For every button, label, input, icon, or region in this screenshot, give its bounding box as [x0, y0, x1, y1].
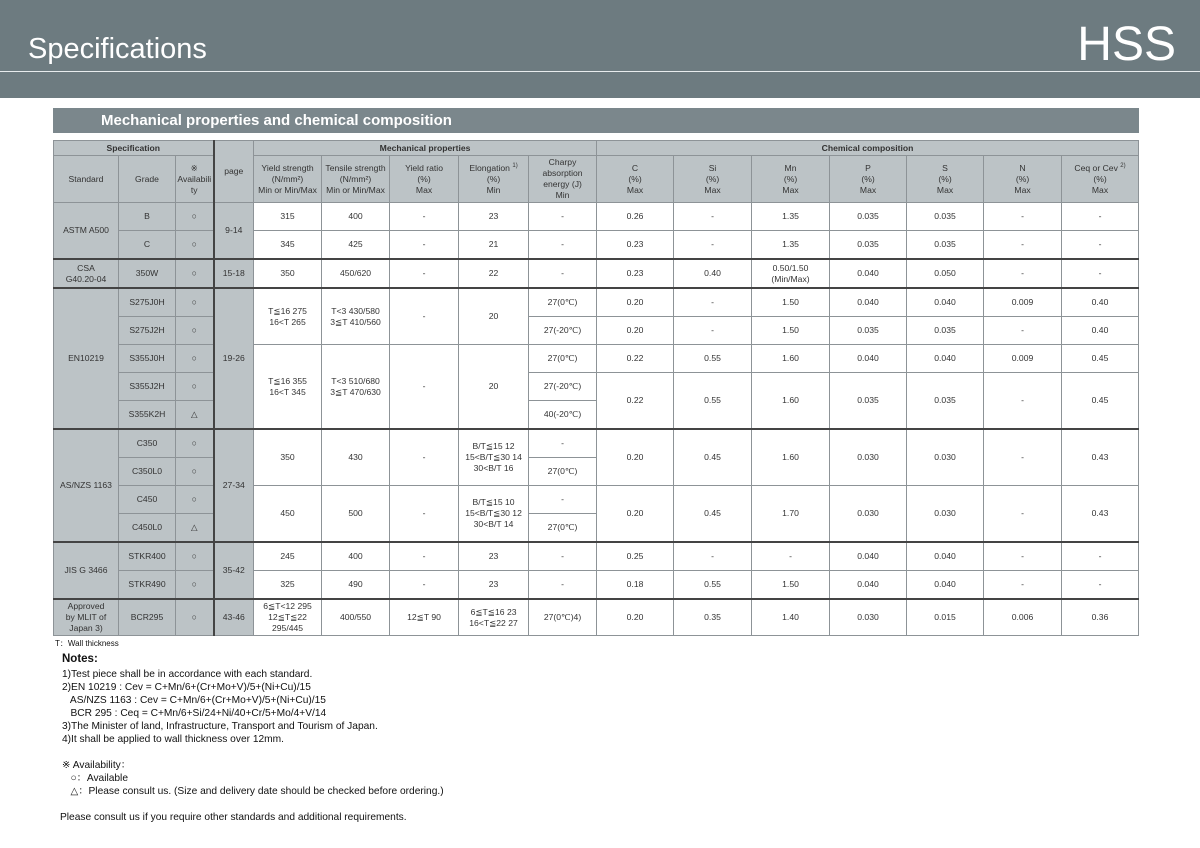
- chem-cell: 0.030: [830, 486, 907, 543]
- page-cell: 15-18: [214, 259, 254, 288]
- grade-cell: STKR490: [119, 571, 176, 600]
- elong-cell: 21: [459, 231, 529, 260]
- elongation-label: Elongation: [469, 162, 510, 173]
- chem-cell: -: [984, 542, 1062, 571]
- chem-cell: 0.040: [907, 345, 984, 373]
- banner-divider: [0, 71, 1200, 72]
- chem-cell: -: [1062, 203, 1139, 231]
- yield-cell: T≦16 275 16<T 265: [254, 288, 322, 345]
- standard-cell: AS/NZS 1163: [54, 429, 119, 542]
- ratio-cell: -: [390, 288, 459, 345]
- chem-cell: 1.70: [752, 486, 830, 543]
- charpy-cell: -: [529, 571, 597, 600]
- page-cell: 27-34: [214, 429, 254, 542]
- section-title: Mechanical properties and chemical composition: [101, 112, 452, 129]
- chem-cell: 0.035: [907, 317, 984, 345]
- tensile-cell: 400: [322, 542, 390, 571]
- grade-cell: 350W: [119, 259, 176, 288]
- yield-cell: 245: [254, 542, 322, 571]
- header-tensile: Tensile strength (N/mm²) Min or Min/Max: [322, 156, 390, 203]
- page-cell: 9-14: [214, 203, 254, 260]
- yield-cell: 345: [254, 231, 322, 260]
- chem-cell: 0.40: [1062, 317, 1139, 345]
- chem-cell: -: [752, 542, 830, 571]
- header-availability: [176, 156, 214, 203]
- charpy-cell: -: [529, 429, 597, 458]
- header-p: P (%) Max: [830, 156, 907, 203]
- chem-cell: 0.040: [830, 345, 907, 373]
- header-mn: Mn (%) Max: [752, 156, 830, 203]
- header-page: page: [214, 141, 254, 203]
- header-charpy: Charpy absorption energy (J) Min: [529, 156, 597, 203]
- chem-cell: 1.60: [752, 373, 830, 430]
- chem-cell: 0.35: [674, 599, 752, 636]
- note-ref: 1): [512, 162, 518, 169]
- consult-note: Please consult us if you require other standards and additional requirements.: [60, 812, 407, 823]
- availability-cell: ○: [176, 486, 214, 514]
- chem-cell: 1.50: [752, 317, 830, 345]
- chem-cell: 0.035: [907, 231, 984, 260]
- chem-cell: 0.035: [907, 203, 984, 231]
- yield-cell: T≦16 355 16<T 345: [254, 345, 322, 430]
- header-chemical: Chemical composition: [597, 141, 1139, 156]
- chem-cell: 0.20: [597, 317, 674, 345]
- charpy-cell: -: [529, 203, 597, 231]
- availability-label: Availability: [177, 173, 212, 195]
- availability-cell: ○: [176, 345, 214, 373]
- page-banner: [0, 0, 1200, 98]
- availability-cell: ○: [176, 458, 214, 486]
- chem-cell: 0.035: [907, 373, 984, 430]
- page-cell: 35-42: [214, 542, 254, 599]
- availability-cell: ○: [176, 542, 214, 571]
- chem-cell: -: [984, 486, 1062, 543]
- page-cell: 43-46: [214, 599, 254, 636]
- tensile-cell: 400: [322, 203, 390, 231]
- chem-cell: 0.20: [597, 288, 674, 317]
- charpy-cell: -: [529, 486, 597, 514]
- header-mechanical: Mechanical properties: [254, 141, 597, 156]
- chem-cell: 1.60: [752, 345, 830, 373]
- chem-cell: 0.22: [597, 373, 674, 430]
- availability-cell: ○: [176, 259, 214, 288]
- chem-cell: 0.035: [830, 373, 907, 430]
- page-cell: 19-26: [214, 288, 254, 429]
- availability-cell: △: [176, 514, 214, 543]
- charpy-cell: 27(0℃): [529, 514, 597, 543]
- chem-cell: 1.50: [752, 288, 830, 317]
- chem-cell: 0.035: [830, 317, 907, 345]
- yield-cell: 350: [254, 429, 322, 486]
- elong-cell: 23: [459, 542, 529, 571]
- page-title: Specifications: [28, 33, 207, 65]
- ratio-cell: -: [390, 203, 459, 231]
- table-row: [54, 203, 1139, 231]
- availability-available: ○：Available: [62, 773, 128, 784]
- header-ceq: [1062, 156, 1139, 203]
- charpy-cell: -: [529, 231, 597, 260]
- charpy-cell: 27(0℃): [529, 458, 597, 486]
- yield-cell: 350: [254, 259, 322, 288]
- product-label: HSS: [1077, 18, 1176, 71]
- note-1: 1)Test piece shall be in accordance with each standard.: [62, 669, 313, 680]
- elongation-unit: (%) Min: [486, 173, 501, 195]
- standard-cell: ASTM A500: [54, 203, 119, 260]
- grade-cell: S275J2H: [119, 317, 176, 345]
- table-row: [54, 599, 1139, 636]
- yield-cell: 450: [254, 486, 322, 543]
- elong-cell: 20: [459, 288, 529, 345]
- elong-cell: 20: [459, 345, 529, 430]
- charpy-cell: -: [529, 259, 597, 288]
- tensile-cell: 430: [322, 429, 390, 486]
- chem-cell: 0.43: [1062, 429, 1139, 486]
- availability-cell: ○: [176, 231, 214, 260]
- grade-cell: C: [119, 231, 176, 260]
- grade-cell: S275J0H: [119, 288, 176, 317]
- elong-cell: B/T≦15 10 15<B/T≦30 12 30<B/T 14: [459, 486, 529, 543]
- chem-cell: 0.040: [830, 259, 907, 288]
- availability-cell: ○: [176, 317, 214, 345]
- header-grade: Grade: [119, 156, 176, 203]
- chem-cell: 0.030: [830, 429, 907, 486]
- grade-cell: B: [119, 203, 176, 231]
- chem-cell: 0.23: [597, 231, 674, 260]
- ratio-cell: -: [390, 231, 459, 260]
- header-standard: Standard: [54, 156, 119, 203]
- elong-cell: 23: [459, 571, 529, 600]
- tensile-cell: 500: [322, 486, 390, 543]
- chem-cell: 0.050: [907, 259, 984, 288]
- availability-cell: ○: [176, 288, 214, 317]
- elong-cell: 23: [459, 203, 529, 231]
- chem-cell: 0.20: [597, 599, 674, 636]
- chem-cell: 0.009: [984, 345, 1062, 373]
- ratio-cell: -: [390, 542, 459, 571]
- elong-cell: 6≦T≦16 23 16<T≦22 27: [459, 599, 529, 636]
- availability-cell: ○: [176, 429, 214, 458]
- elong-cell: 22: [459, 259, 529, 288]
- tensile-cell: T<3 510/680 3≦T 470/630: [322, 345, 390, 430]
- chem-cell: 1.60: [752, 429, 830, 486]
- standard-cell: JIS G 3466: [54, 542, 119, 599]
- note-3: 3)The Minister of land, Infrastructure, Transport and Tourism of Japan.: [62, 721, 378, 732]
- chem-cell: 0.45: [674, 429, 752, 486]
- header-si: Si (%) Max: [674, 156, 752, 203]
- chem-cell: -: [1062, 571, 1139, 600]
- ratio-cell: 12≦T 90: [390, 599, 459, 636]
- chem-cell: 0.030: [907, 429, 984, 486]
- grade-cell: C450L0: [119, 514, 176, 543]
- chem-cell: -: [674, 231, 752, 260]
- chem-cell: 0.040: [830, 288, 907, 317]
- availability-cell: ○: [176, 599, 214, 636]
- standard-cell: EN10219: [54, 288, 119, 429]
- chem-cell: 0.36: [1062, 599, 1139, 636]
- table-row: [54, 429, 1139, 458]
- yield-cell: 325: [254, 571, 322, 600]
- chem-cell: 0.22: [597, 345, 674, 373]
- availability-consult: △：Please consult us. (Size and delivery date should be checked before ordering.): [62, 786, 444, 797]
- chem-cell: 0.040: [830, 542, 907, 571]
- header-n: N (%) Max: [984, 156, 1062, 203]
- availability-cell: △: [176, 401, 214, 430]
- chem-cell: 0.040: [907, 542, 984, 571]
- chem-cell: 0.45: [1062, 345, 1139, 373]
- charpy-cell: 27(0℃): [529, 345, 597, 373]
- header-ratio: Yield ratio (%) Max: [390, 156, 459, 203]
- tensile-cell: T<3 430/580 3≦T 410/560: [322, 288, 390, 345]
- header-specification: Specification: [54, 141, 214, 156]
- chem-cell: -: [984, 317, 1062, 345]
- grade-cell: STKR400: [119, 542, 176, 571]
- note-2b: AS/NZS 1163 : Cev = C+Mn/6+(Cr+Mo+V)/5+(Ni+Cu)/15: [62, 695, 326, 706]
- charpy-cell: -: [529, 542, 597, 571]
- chem-cell: -: [674, 288, 752, 317]
- chem-cell: 0.030: [830, 599, 907, 636]
- table-row: [54, 259, 1139, 288]
- chem-cell: -: [984, 571, 1062, 600]
- chem-cell: -: [674, 203, 752, 231]
- chem-cell: 0.035: [830, 231, 907, 260]
- yield-cell: 315: [254, 203, 322, 231]
- header-s: S (%) Max: [907, 156, 984, 203]
- chem-cell: 1.50: [752, 571, 830, 600]
- standard-cell: CSA G40.20-04: [54, 259, 119, 288]
- ceq-unit: (%) Max: [1091, 173, 1109, 195]
- chem-cell: 0.035: [830, 203, 907, 231]
- grade-cell: BCR295: [119, 599, 176, 636]
- grade-cell: C350L0: [119, 458, 176, 486]
- chem-cell: -: [984, 429, 1062, 486]
- chem-cell: 0.18: [597, 571, 674, 600]
- tensile-cell: 425: [322, 231, 390, 260]
- note-4: 4)It shall be applied to wall thickness over 12mm.: [62, 734, 284, 745]
- ceq-label: Ceq or Cev: [1074, 162, 1118, 173]
- chem-cell: 0.20: [597, 429, 674, 486]
- grade-cell: S355J0H: [119, 345, 176, 373]
- notes-list: [53, 668, 1139, 746]
- ratio-cell: -: [390, 571, 459, 600]
- table-row: [54, 542, 1139, 571]
- yield-cell: 6≦T<12 295 12≦T≦22 295/445: [254, 599, 322, 636]
- chem-cell: 1.35: [752, 231, 830, 260]
- availability-title: ※ Availability：: [62, 760, 131, 771]
- asterisk-icon: ※: [190, 162, 198, 173]
- standard-cell: Approved by MLIT of Japan 3): [54, 599, 119, 636]
- chem-cell: -: [674, 542, 752, 571]
- chem-cell: 0.45: [1062, 373, 1139, 430]
- chem-cell: 0.40: [1062, 288, 1139, 317]
- availability-cell: ○: [176, 373, 214, 401]
- table-row: [54, 288, 1139, 317]
- chem-cell: 0.26: [597, 203, 674, 231]
- chem-cell: 1.40: [752, 599, 830, 636]
- chem-cell: -: [984, 373, 1062, 430]
- chem-cell: -: [984, 231, 1062, 260]
- grade-cell: S355J2H: [119, 373, 176, 401]
- note-ref: 2): [1120, 162, 1126, 169]
- charpy-cell: 27(-20℃): [529, 317, 597, 345]
- chem-cell: 0.015: [907, 599, 984, 636]
- chem-cell: 0.55: [674, 345, 752, 373]
- tensile-cell: 400/550: [322, 599, 390, 636]
- ratio-cell: -: [390, 429, 459, 486]
- ratio-cell: -: [390, 259, 459, 288]
- chem-cell: -: [1062, 542, 1139, 571]
- specifications-table: [53, 140, 1139, 636]
- header-c: C (%) Max: [597, 156, 674, 203]
- content: [53, 140, 1139, 824]
- section-header: [53, 108, 1139, 133]
- chem-cell: 0.55: [674, 571, 752, 600]
- elong-cell: B/T≦15 12 15<B/T≦30 14 30<B/T 16: [459, 429, 529, 486]
- grade-cell: C350: [119, 429, 176, 458]
- charpy-cell: 27(0℃): [529, 288, 597, 317]
- chem-cell: 0.009: [984, 288, 1062, 317]
- chem-cell: 0.23: [597, 259, 674, 288]
- chem-cell: 0.25: [597, 542, 674, 571]
- ratio-cell: -: [390, 486, 459, 543]
- grade-cell: C450: [119, 486, 176, 514]
- availability-cell: ○: [176, 571, 214, 600]
- charpy-cell: 40(-20℃): [529, 401, 597, 430]
- availability-cell: ○: [176, 203, 214, 231]
- chem-cell: -: [984, 203, 1062, 231]
- chem-cell: 0.20: [597, 486, 674, 543]
- chem-cell: 0.40: [674, 259, 752, 288]
- chem-cell: 0.006: [984, 599, 1062, 636]
- header-elongation: [459, 156, 529, 203]
- chem-cell: -: [984, 259, 1062, 288]
- chem-cell: 0.50/1.50 (Min/Max): [752, 259, 830, 288]
- chem-cell: 0.040: [907, 288, 984, 317]
- chem-cell: -: [1062, 259, 1139, 288]
- chem-cell: 0.040: [907, 571, 984, 600]
- chem-cell: -: [674, 317, 752, 345]
- chem-cell: -: [1062, 231, 1139, 260]
- wall-thickness-legend: T：Wall thickness: [55, 639, 119, 648]
- chem-cell: 0.45: [674, 486, 752, 543]
- grade-cell: S355K2H: [119, 401, 176, 430]
- chem-cell: 0.55: [674, 373, 752, 430]
- note-2c: BCR 295 : Ceq = C+Mn/6+Si/24+Ni/40+Cr/5+Mo/4+V/14: [62, 708, 327, 719]
- ratio-cell: -: [390, 345, 459, 430]
- notes-title: Notes:: [62, 653, 98, 665]
- note-2: 2)EN 10219 : Cev = C+Mn/6+(Cr+Mo+V)/5+(Ni+Cu)/15: [62, 682, 311, 693]
- charpy-cell: 27(-20℃): [529, 373, 597, 401]
- chem-cell: 1.35: [752, 203, 830, 231]
- tensile-cell: 450/620: [322, 259, 390, 288]
- chem-cell: 0.43: [1062, 486, 1139, 543]
- chem-cell: 0.030: [907, 486, 984, 543]
- tensile-cell: 490: [322, 571, 390, 600]
- charpy-cell: 27(0℃)4): [529, 599, 597, 636]
- header-yield: Yield strength (N/mm²) Min or Min/Max: [254, 156, 322, 203]
- chem-cell: 0.040: [830, 571, 907, 600]
